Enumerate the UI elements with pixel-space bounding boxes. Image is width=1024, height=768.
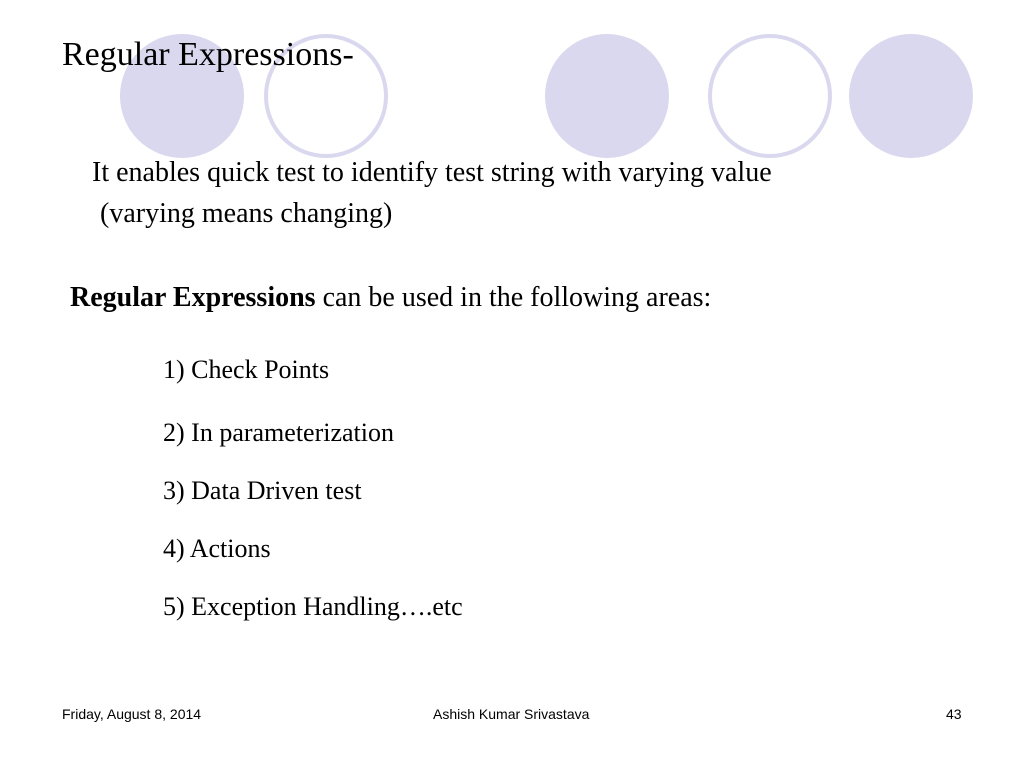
- footer-author: Ashish Kumar Srivastava: [433, 706, 590, 722]
- decorative-circle-filled: [849, 34, 973, 158]
- area-item: 3) Data Driven test: [163, 476, 362, 505]
- slide-title: Regular Expressions-: [62, 36, 354, 73]
- decorative-circle-outline: [708, 34, 832, 158]
- footer-date: Friday, August 8, 2014: [62, 706, 202, 722]
- intro-line-1: It enables quick test to identify test string with varying value: [92, 157, 772, 188]
- usage-heading: [70, 282, 711, 314]
- footer-page-number: 43: [946, 706, 962, 722]
- usage-heading-bold: Regular Expressions: [70, 282, 316, 313]
- area-item: 2) In parameterization: [163, 418, 394, 447]
- area-item: 1) Check Points: [163, 355, 330, 384]
- intro-line-2: (varying means changing): [100, 198, 393, 229]
- area-item: 5) Exception Handling….etc: [163, 592, 463, 621]
- usage-heading-rest: can be used in the following areas:: [315, 282, 712, 313]
- decorative-circle-filled: [545, 34, 669, 158]
- intro-text: [92, 152, 992, 234]
- area-item: 4) Actions: [163, 534, 271, 563]
